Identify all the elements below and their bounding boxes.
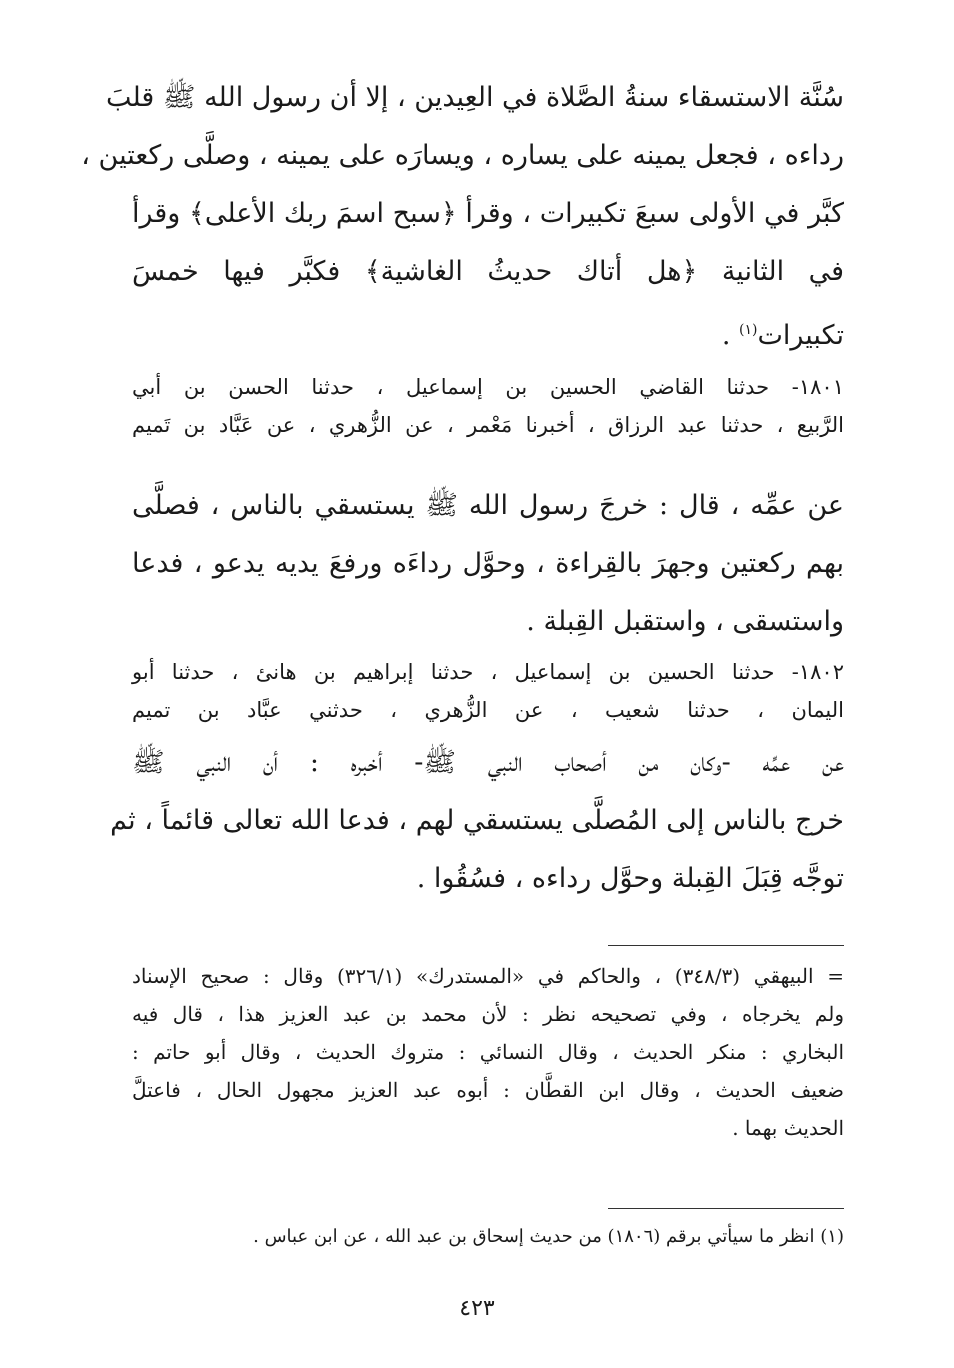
- footnote-divider: [608, 1208, 844, 1209]
- text-line: [132, 301, 844, 359]
- hadith-1801-isnad: [132, 368, 844, 444]
- hadith-1802-matn: [110, 734, 844, 908]
- text-line: في الثانية ﴿هل أتاك حديثُ الغاشية﴾ فكبَّر فيها خمسَ: [132, 256, 844, 287]
- matn-line: توجَّه قِبَلَ القِبلة وحوَّل رداءه ، فسُقُوا .: [416, 863, 844, 894]
- isnad-line: الرَّبيع ، حدثنا عبد الرزاق ، أخبرنا مَعْمر ، عن الزُّهري ، عن عَبَّاد بن تَميم: [132, 413, 844, 437]
- isnad-line: ١٨٠٢- حدثنا الحسين بن إسماعيل ، حدثنا إبراهيم بن هانئ ، حدثنا أبو: [132, 660, 844, 684]
- isnad-line: اليمان ، حدثنا شعيب ، عن الزُّهري ، حدثني عبَّاد بن تميم: [132, 698, 844, 722]
- text-line: كبَّر في الأولى سبعَ تكبيرات ، وقرأ ﴿سبح اسمَ ربك الأعلى﴾ وقرأ: [132, 198, 844, 229]
- text-fragment: تكبيرات: [757, 320, 844, 351]
- text-fragment: .: [721, 320, 739, 351]
- matn-line: عن عمِّه ، قال : خرجَ رسول الله ﷺ يستسقي بالناس ، فصلَّى: [132, 490, 844, 521]
- matn-line: عن عمِّه -وكان من أصحاب النبي ﷺ- أخبره : أن النبي ﷺ: [132, 747, 844, 778]
- matn-line: واستسقى ، واستقبل القِبلة .: [526, 606, 844, 637]
- footnote-line: ولم يخرجاه ، وفي تصحيحه نظر : لأن محمد بن عبد العزيز هذا ، قال فيه: [132, 1002, 844, 1026]
- footnote-ref: (١): [738, 322, 758, 338]
- footnote-divider: [608, 945, 844, 946]
- hadith-1801-matn: [132, 477, 844, 651]
- footnote-1: (١) انظر ما سيأتي برقم (١٨٠٦) من حديث إسحاق بن عبد الله ، عن ابن عباس .: [253, 1226, 844, 1247]
- matn-line: بهم ركعتين وجهرَ بالقِراءة ، وحوَّل رداءَه ورفعَ يديه يدعو ، فدعا: [132, 548, 844, 579]
- hadith-1802-isnad: [132, 653, 844, 729]
- footnote-line: البخاري : منكر الحديث ، وقال النسائي : متروك الحديث ، وقال أبو حاتم :: [132, 1040, 844, 1064]
- page-number: ٤٢٣: [459, 1296, 495, 1321]
- paragraph-sunnah-istisqa: [81, 69, 844, 359]
- footnote-line: الحديث بهما .: [732, 1116, 844, 1140]
- matn-line: خرج بالناس إلى المُصلَّى يستسقي لهم ، فدعا الله تعالى قائماً ، ثم: [110, 805, 844, 836]
- text-line: سُنَّة الاستسقاء سنةُ الصَّلاة في العِيدين ، إلا أن رسول الله ﷺ قلبَ: [105, 82, 844, 113]
- footnote-line: ضعيف الحديث ، وقال ابن القطَّان : أبوه عبد العزيز مجهول الحال ، فاعتلَّ: [132, 1078, 844, 1102]
- footnote-line: = البيهقي (٣٤٨/٣) ، والحاكم في «المستدرك» (٣٢٦/١) وقال : صحيح الإسناد: [132, 964, 844, 988]
- isnad-line: ١٨٠١- حدثنا القاضي الحسين بن إسماعيل ، حدثنا الحسن بن أبي: [132, 375, 844, 399]
- footnote-continued: [132, 957, 844, 1147]
- text-line: رداءه ، فجعل يمينه على يساره ، ويسارَه على يمينه ، وصلَّى ركعتين ،: [81, 140, 844, 171]
